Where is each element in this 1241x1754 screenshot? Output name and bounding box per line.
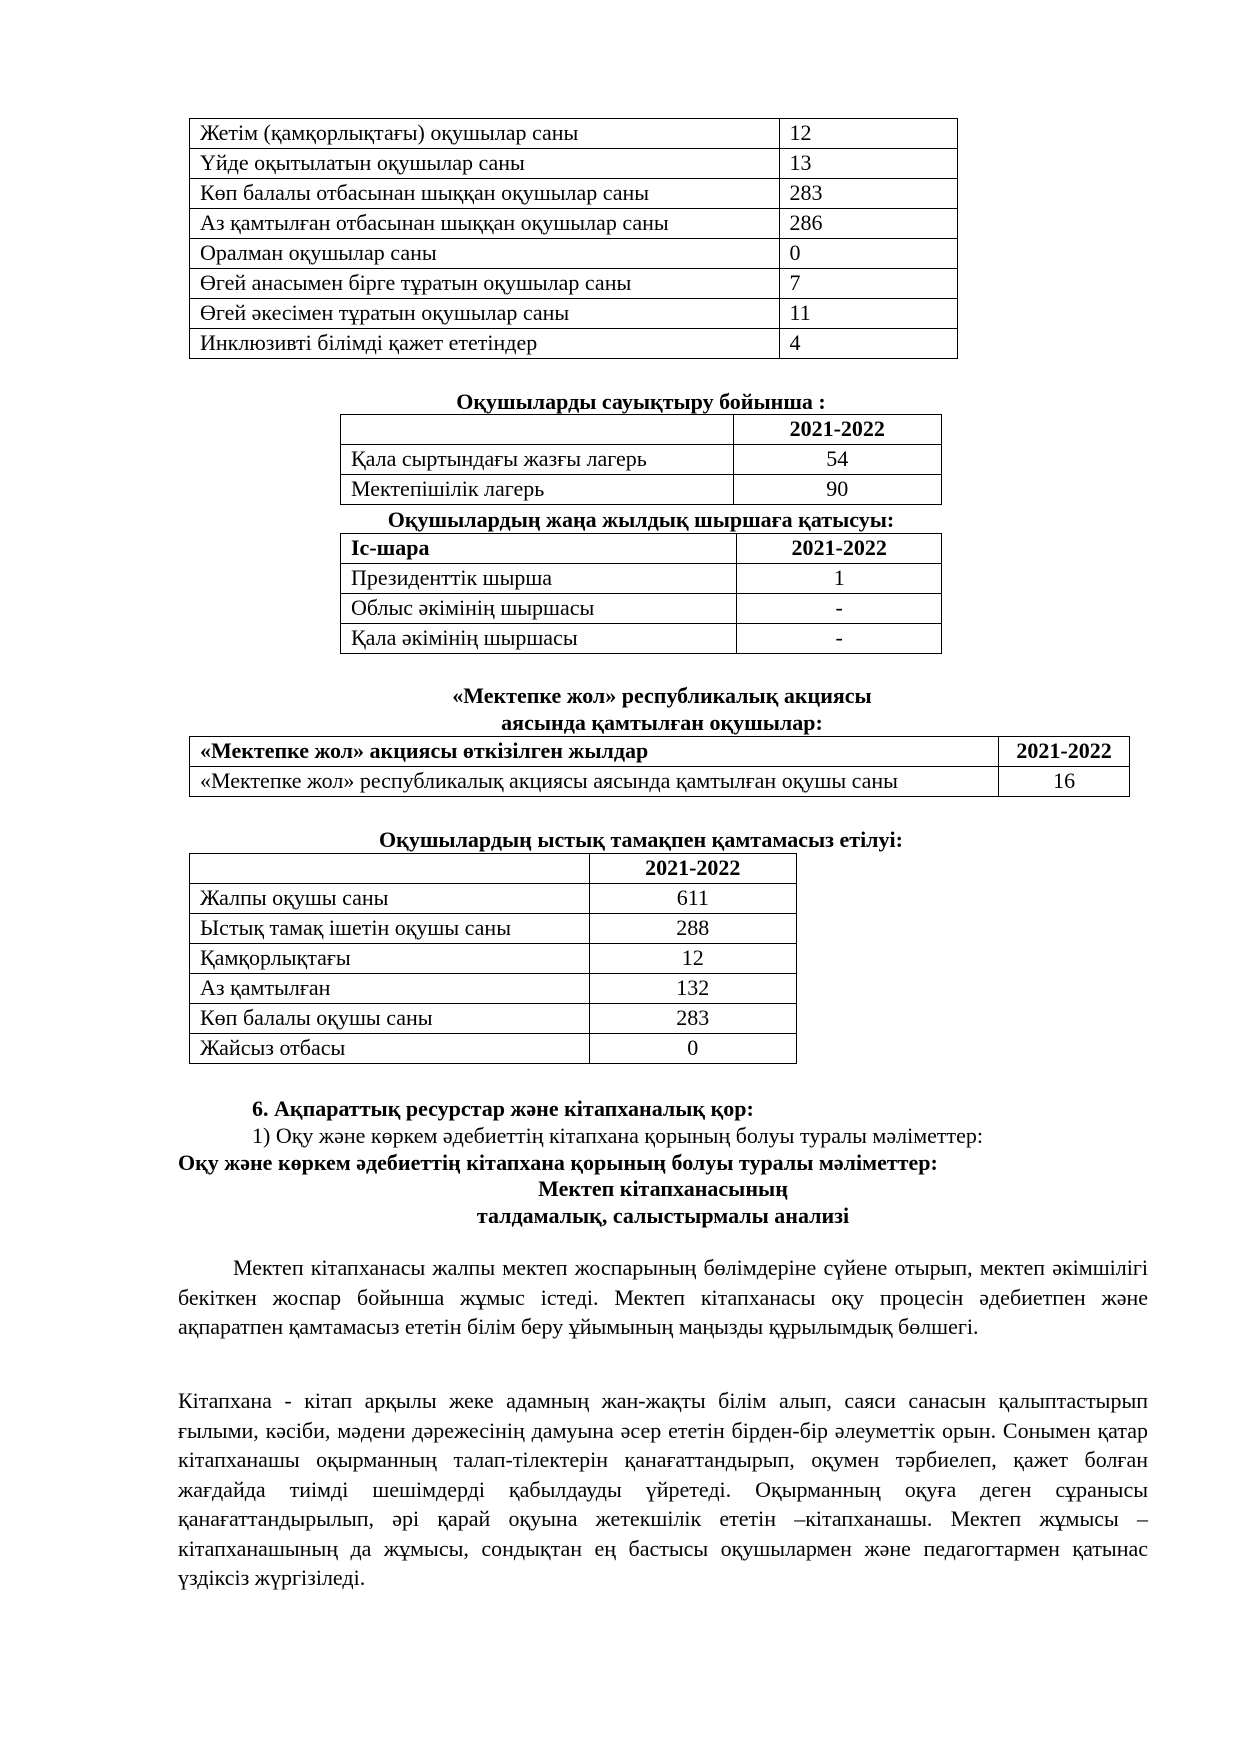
header-label: Іс-шара [341,534,737,564]
table-row [341,564,942,594]
table-row [190,149,958,179]
hot-meals-table [189,853,797,1064]
header-year: 2021-2022 [999,737,1130,767]
table-row [190,179,958,209]
row-value: 7 [779,269,957,299]
table-row [190,329,958,359]
new-year-table [340,533,942,654]
row-value: 611 [589,884,796,914]
table-row [341,475,942,505]
school-road-title-line1: «Мектепке жол» республикалық акциясы [452,683,872,708]
row-value: 54 [733,445,941,475]
row-label: Үйде оқытылатын оқушылар саны [190,149,780,179]
table-row [190,944,797,974]
table-row [190,299,958,329]
health-title: Оқушыларды сауықтыру бойынша : [456,389,826,414]
table-row [190,914,797,944]
table-row [341,445,942,475]
hot-meals-title: Оқушылардың ыстық тамақпен қамтамасыз етілуі: [379,827,903,852]
new-year-title: Оқушылардың жаңа жылдық шыршаға қатысуы: [387,507,895,532]
row-label: Өгей әкесімен тұратын оқушылар саны [190,299,780,329]
table-row [190,119,958,149]
table-row [190,1004,797,1034]
health-table [340,414,942,505]
row-label: Президенттік шырша [341,564,737,594]
library-title-line1: Мектеп кітапханасының [538,1176,788,1201]
table-header-row [341,534,942,564]
row-value: 286 [779,209,957,239]
row-label: Жайсыз отбасы [190,1034,590,1064]
table-row [341,624,942,654]
row-value: 16 [999,767,1130,797]
library-info-line: Оқу және көркем әдебиеттің кітапхана қорының болуы туралы мәліметтер: [178,1150,938,1175]
paragraph: Мектеп кітапханасы жалпы мектеп жоспарының бөлімдеріне сүйене отырып, мектеп әкімшілігі бекіткен жоспар бойынша жұмыс істеді. Мектеп кітапханасы оқу процесін әдебиетпен және ақпаратпен қамтамасыз ететін білім беру ұйымының маңызды құрылымдық бөлшегі. [178,1255,1148,1339]
section-heading: 6. Ақпараттық ресурстар және кітапханалық қор: [252,1096,754,1121]
row-value: 0 [589,1034,796,1064]
header-year: 2021-2022 [589,854,796,884]
row-label: Көп балалы оқушы саны [190,1004,590,1034]
library-title-line2: талдамалық, салыстырмалы анализі [476,1203,850,1228]
row-value: 4 [779,329,957,359]
header-label: «Мектепке жол» акциясы өткізілген жылдар [190,737,999,767]
table-row [190,1034,797,1064]
table-header-row [190,737,1130,767]
header-year: 2021-2022 [733,415,941,445]
row-label: Жетім (қамқорлықтағы) оқушылар саны [190,119,780,149]
row-label: Жалпы оқушы саны [190,884,590,914]
row-value: 0 [779,239,957,269]
row-label: Қала сыртындағы жазғы лагерь [341,445,734,475]
students-categories-table [189,118,958,359]
row-label: Мектепішілік лагерь [341,475,734,505]
section-subheading: 1) Оқу және көркем әдебиеттің кітапхана қорының болуы туралы мәліметтер: [252,1123,984,1148]
header-label [190,854,590,884]
row-label: Қамқорлықтағы [190,944,590,974]
table-row [190,767,1130,797]
row-value: 1 [737,564,942,594]
row-value: 283 [589,1004,796,1034]
row-label: Аз қамтылған [190,974,590,1004]
row-value: 11 [779,299,957,329]
row-value: 132 [589,974,796,1004]
row-label: Өгей анасымен бірге тұратын оқушылар саны [190,269,780,299]
row-label: Ыстық тамақ ішетін оқушы саны [190,914,590,944]
table-row [341,594,942,624]
row-label: Облыс әкімінің шыршасы [341,594,737,624]
row-label: Қала әкімінің шыршасы [341,624,737,654]
paragraph: Кітапхана - кітап арқылы жеке адамның жан-жақты білім алып, саяси санасын қалыптастырып ғылыми, кәсіби, мәдени дәрежесінің дамуына әсер ететін бірден-бір әлеуметтік орын. Сонымен қатар кітапханашы оқырманның талап-тілектерін қанағаттандырып, оқумен тәрбиелеп, қажет болған жағдайда тиімді шешімдерді қабылдауды үйретеді. Оқырманның оқуға деген сұранысы қанағаттандырылып, әрі қарай оқуына жетекшілік ететін –кітапханашы. Мектеп жұмысы – кітапханашының да жұмысы, сондықтан ең бастысы оқушылармен және педагогтармен қатынас үздіксіз жүргізіледі. [178,1388,1148,1590]
header-year: 2021-2022 [737,534,942,564]
table-header-row [341,415,942,445]
school-road-title-line2: аясында қамтылған оқушылар: [501,710,823,735]
table-row [190,269,958,299]
table-row [190,884,797,914]
row-label: «Мектепке жол» республикалық акциясы аясында қамтылған оқушы саны [190,767,999,797]
row-value: 283 [779,179,957,209]
table-header-row [190,854,797,884]
header-label [341,415,734,445]
table-row [190,239,958,269]
row-label: Аз қамтылған отбасынан шыққан оқушылар саны [190,209,780,239]
row-value: 12 [589,944,796,974]
row-value: 12 [779,119,957,149]
row-label: Оралман оқушылар саны [190,239,780,269]
table-row [190,974,797,1004]
row-value: 13 [779,149,957,179]
school-road-table [189,736,1130,797]
table-row [190,209,958,239]
row-label: Көп балалы отбасынан шыққан оқушылар саны [190,179,780,209]
row-value: 288 [589,914,796,944]
row-value: 90 [733,475,941,505]
row-label: Инклюзивті білімді қажет ететіндер [190,329,780,359]
row-value: - [737,624,942,654]
row-value: - [737,594,942,624]
